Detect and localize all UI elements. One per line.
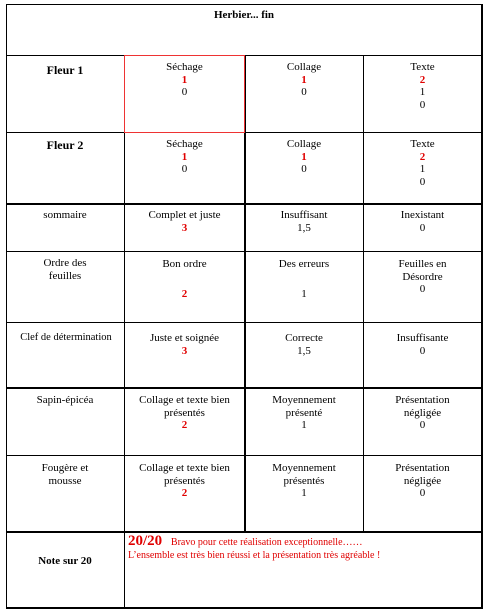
grade-cell <box>245 258 363 301</box>
spacer-line <box>245 271 363 284</box>
grade-cell <box>364 138 481 188</box>
grade-cell <box>245 332 363 357</box>
criterion-label: Séchage <box>166 61 203 73</box>
criterion-label: Collage <box>286 61 322 73</box>
criterion-label: Collage <box>286 138 322 150</box>
table-border-left <box>6 4 7 609</box>
score-option: 0 <box>181 86 188 98</box>
row-label-fleur-2: Fleur 2 <box>46 138 84 152</box>
row-label-fougere: Fougère et mousse <box>41 462 89 487</box>
score-option: 0 <box>419 344 426 357</box>
score-option: 1 <box>301 419 307 431</box>
grade-cell <box>245 61 363 99</box>
grade-cell <box>245 394 363 432</box>
awarded-score: 1 <box>181 150 188 163</box>
criterion-label: Présentation <box>395 394 450 406</box>
criterion-label: Insuffisante <box>396 332 449 344</box>
criterion-label: Des erreurs <box>278 258 330 270</box>
criterion-label-line2: présentés <box>283 474 325 487</box>
grade-cell <box>245 462 363 500</box>
awarded-score: 2 <box>419 150 426 163</box>
criterion-label: Inexistant <box>400 209 445 221</box>
grade-cell <box>125 258 244 301</box>
score-option: 1 <box>301 487 307 499</box>
score-option: 0 <box>419 283 426 295</box>
criterion-label: Présentation <box>395 462 450 474</box>
awarded-score: 2 <box>181 419 188 431</box>
criterion-label: Moyennement <box>272 394 336 406</box>
grade-cell <box>364 61 481 111</box>
score-option: 0 <box>419 419 426 431</box>
grade-cell <box>364 209 481 234</box>
row-label-clef: Clef de détermination <box>20 332 112 343</box>
score-option: 1,5 <box>297 344 311 357</box>
criterion-label-line2: Désordre <box>402 270 443 283</box>
table-border-bottom <box>6 607 482 609</box>
page-title: Herbier... fin <box>213 9 275 21</box>
row-label-note: Note sur 20 <box>38 555 92 567</box>
criterion-label: Séchage <box>166 138 203 150</box>
table-border-right <box>481 4 483 609</box>
score-option: 1 <box>419 163 426 175</box>
criterion-label-line2: négligée <box>403 474 442 487</box>
grade-cell <box>364 394 481 432</box>
criterion-label-line2: présenté <box>285 406 323 419</box>
awarded-score: 3 <box>181 221 188 234</box>
awarded-score: 3 <box>181 344 188 357</box>
grading-table <box>6 4 483 609</box>
score-option: 1,5 <box>297 221 311 234</box>
criterion-label-line2: négligée <box>403 406 442 419</box>
row-label-sapin: Sapin-épicéa <box>36 394 94 406</box>
criterion-label: Juste et soignée <box>149 332 220 344</box>
grade-cell <box>125 61 244 99</box>
criterion-label: Collage et texte bien <box>139 462 230 474</box>
awarded-score: 2 <box>181 487 188 499</box>
spacer-line <box>125 271 244 284</box>
criterion-label-line2: présentés <box>164 406 205 419</box>
table-border-top <box>6 4 482 5</box>
comment-line-1: Bravo pour cette réalisation exceptionnelle…… <box>170 537 363 548</box>
grade-cell <box>125 209 244 234</box>
grade-cell <box>125 332 244 357</box>
criterion-label: Texte <box>410 61 435 73</box>
grade-cell <box>125 462 244 500</box>
awarded-score: 1 <box>301 73 307 86</box>
criterion-label: Correcte <box>285 332 323 344</box>
score-option: 0 <box>301 163 307 175</box>
score-option: 1 <box>419 86 426 98</box>
grade-cell <box>245 209 363 234</box>
row-label-sommaire: sommaire <box>43 209 87 221</box>
score-option: 0 <box>419 175 426 188</box>
criterion-label: Texte <box>410 138 435 150</box>
row-label-fleur-1: Fleur 1 <box>46 63 84 77</box>
row-label-ordre: Ordre des feuilles <box>43 257 87 282</box>
criterion-label: Collage et texte bien <box>139 394 230 406</box>
criterion-label-line2: présentés <box>164 474 205 487</box>
criterion-label: Complet et juste <box>148 209 221 221</box>
awarded-score: 1 <box>181 73 188 86</box>
grade-cell <box>364 332 481 357</box>
awarded-score: 1 <box>301 150 307 163</box>
awarded-score: 2 <box>181 288 188 300</box>
comment-line-2: L’ensemble est très bien réussi et la présentation très agréable ! <box>128 550 381 561</box>
score-option: 1 <box>301 288 307 300</box>
final-score: 20/20 <box>128 533 163 549</box>
score-option: 0 <box>181 163 188 175</box>
grade-cell <box>245 138 363 176</box>
score-option: 0 <box>419 98 426 111</box>
criterion-label: Feuilles en <box>398 258 447 270</box>
score-option: 0 <box>419 221 426 234</box>
awarded-score: 2 <box>419 73 426 86</box>
grade-cell <box>125 394 244 432</box>
grade-cell <box>125 138 244 176</box>
final-grade-block <box>128 535 478 562</box>
score-option: 0 <box>301 86 307 98</box>
grade-cell <box>364 462 481 500</box>
criterion-label: Insuffisant <box>280 209 328 221</box>
score-option: 0 <box>419 487 426 499</box>
criterion-label: Moyennement <box>272 462 336 474</box>
grade-cell <box>364 258 481 296</box>
criterion-label: Bon ordre <box>162 258 207 270</box>
